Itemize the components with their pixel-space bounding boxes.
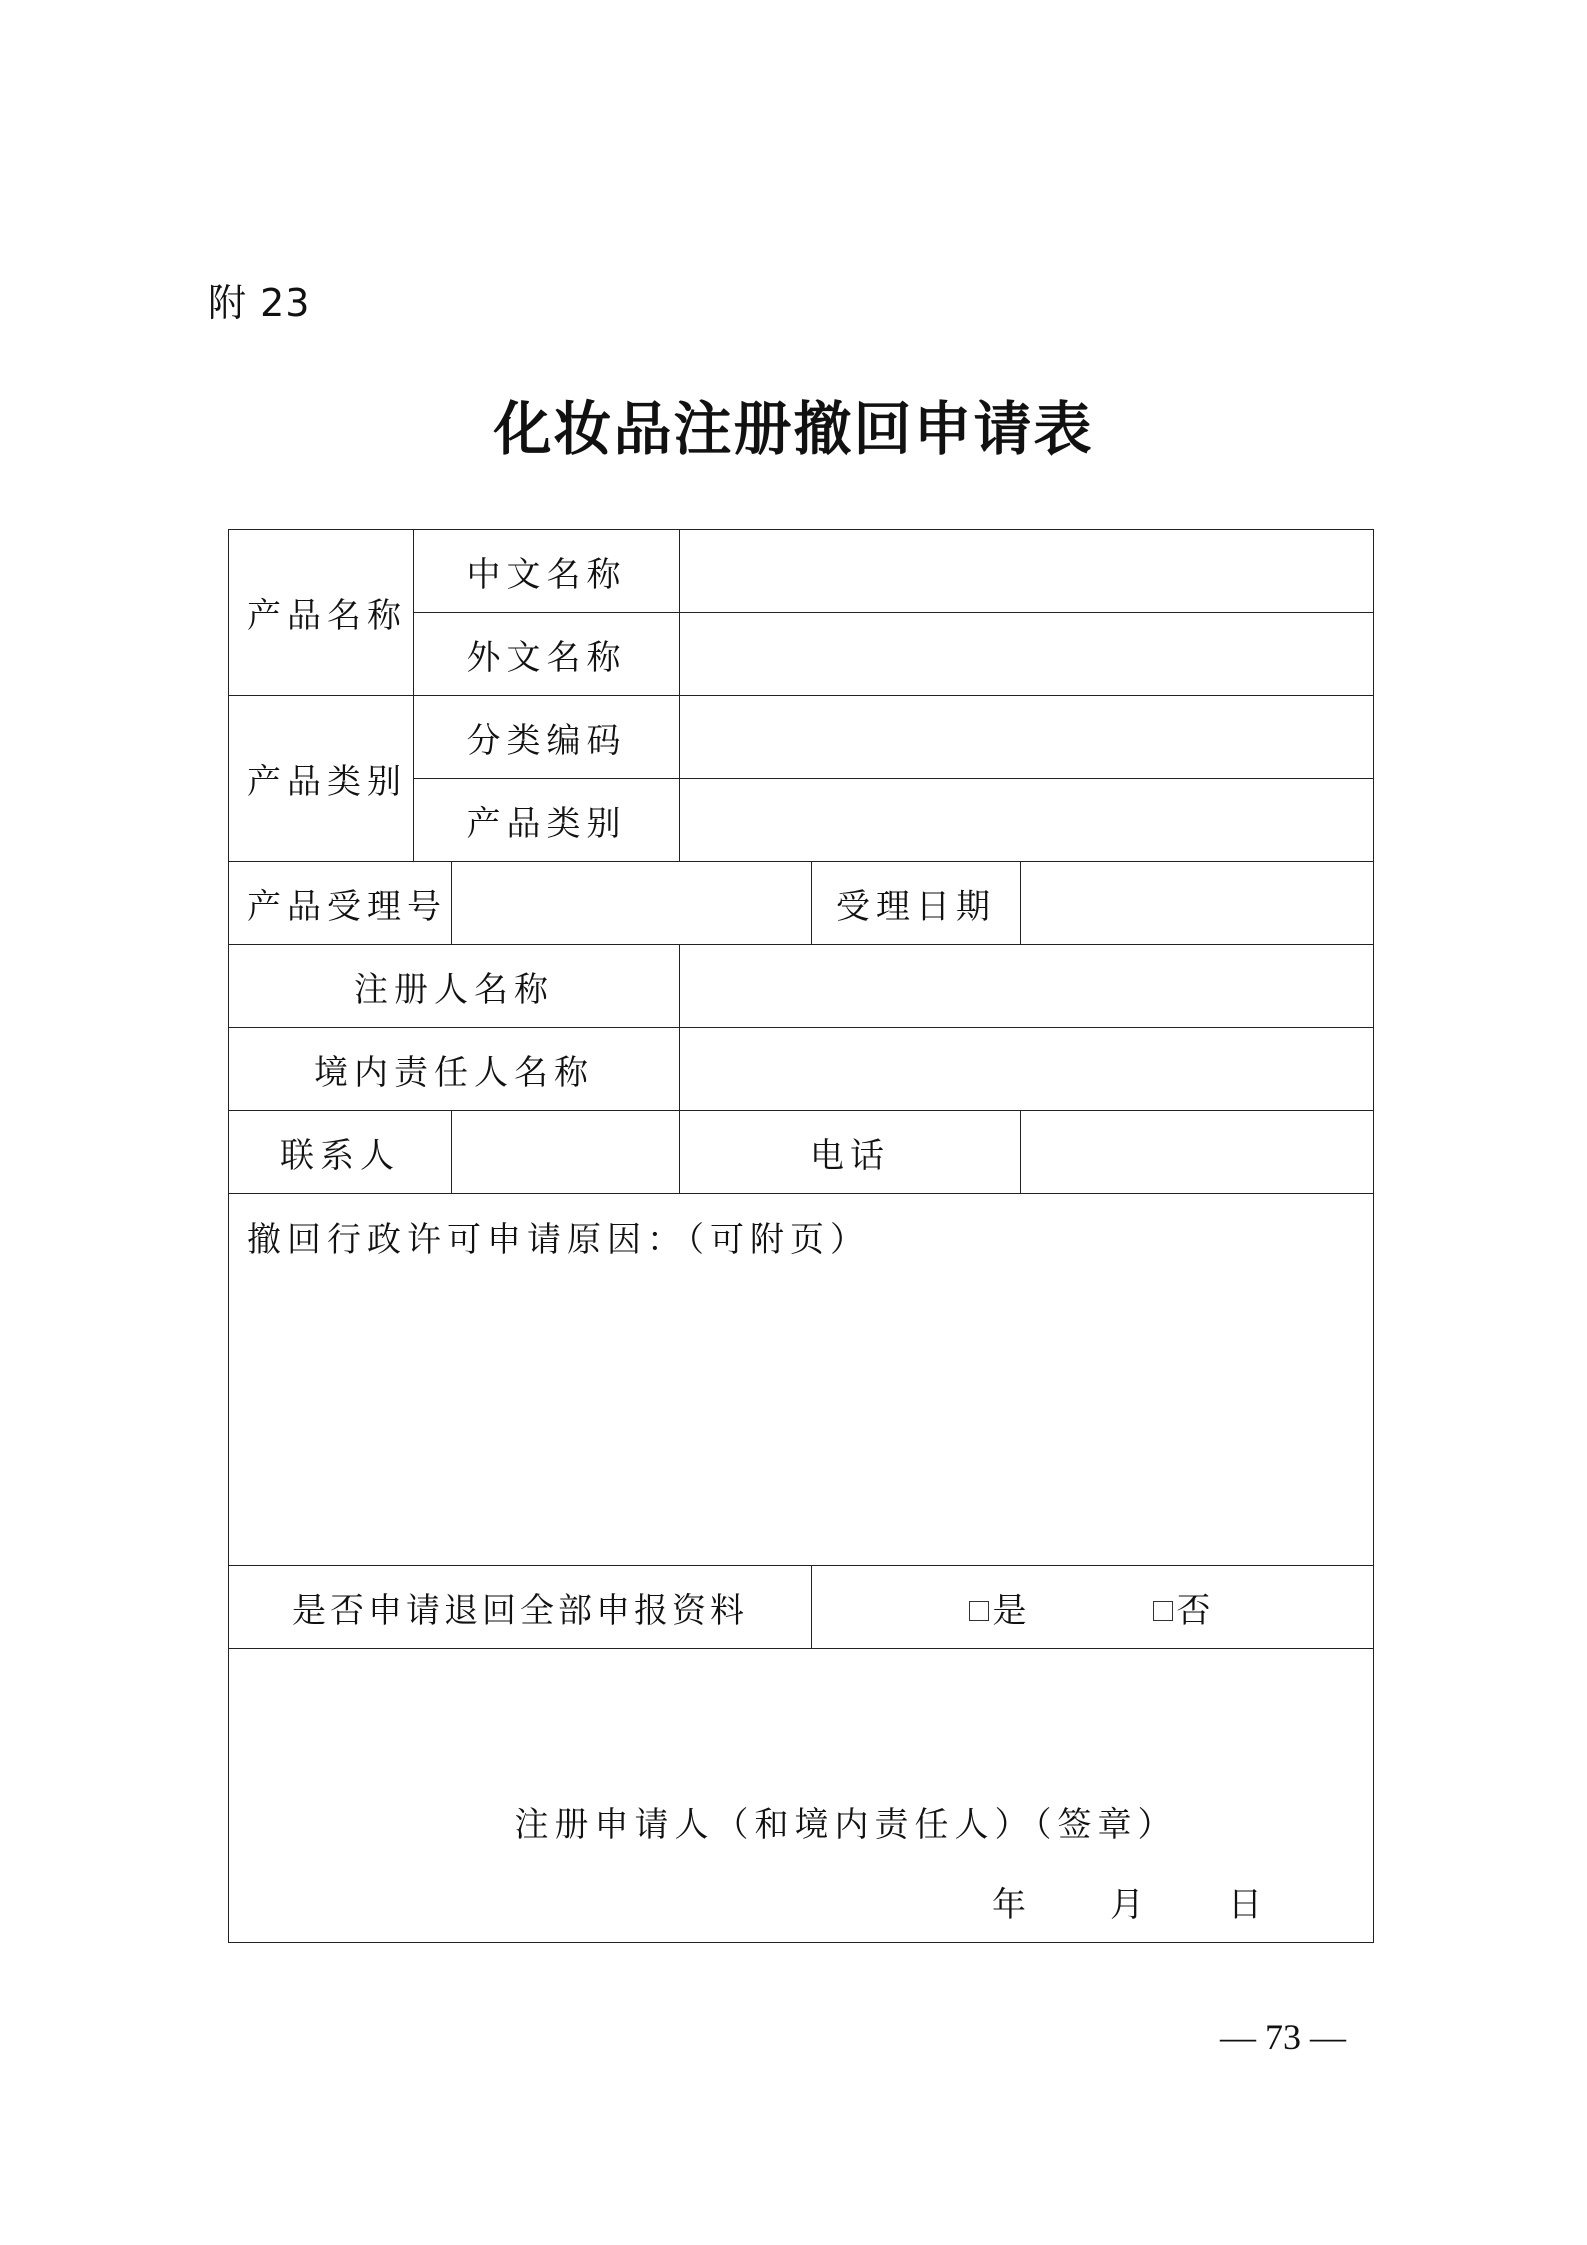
application-form xyxy=(228,529,1374,1943)
date-month: 月 xyxy=(1110,1885,1151,1925)
return-materials-label: 是否申请退回全部申报资料 xyxy=(229,1566,812,1649)
category-code-field[interactable] xyxy=(680,696,1374,779)
chinese-name-label: 中文名称 xyxy=(414,530,680,613)
domestic-agent-field[interactable] xyxy=(680,1028,1374,1111)
date-year: 年 xyxy=(992,1885,1033,1925)
phone-label: 电话 xyxy=(680,1111,1021,1194)
attachment-label: 附 23 xyxy=(208,281,311,325)
withdrawal-reason-label: 撤回行政许可申请原因：（可附页） xyxy=(247,1220,870,1260)
product-name-label: 产品名称 xyxy=(229,530,414,696)
page-title: 化妆品注册撤回申请表 xyxy=(493,395,1094,463)
product-category-sub-label: 产品类别 xyxy=(414,779,680,862)
acceptance-date-label: 受理日期 xyxy=(812,862,1021,945)
return-materials-options xyxy=(812,1566,1374,1649)
acceptance-number-label: 产品受理号 xyxy=(229,862,452,945)
registrant-label: 注册人名称 xyxy=(229,945,680,1028)
registrant-field[interactable] xyxy=(680,945,1374,1028)
signature-area[interactable] xyxy=(229,1649,1374,1943)
product-category-label: 产品类别 xyxy=(229,696,414,862)
signature-date xyxy=(992,1877,1268,1926)
option-yes[interactable] xyxy=(969,1583,1033,1632)
product-category-field[interactable] xyxy=(680,779,1374,862)
contact-field[interactable] xyxy=(452,1111,680,1194)
phone-field[interactable] xyxy=(1021,1111,1374,1194)
no-checkbox[interactable] xyxy=(1153,1601,1173,1621)
withdrawal-reason-area[interactable] xyxy=(229,1194,1374,1566)
option-no-label: 否 xyxy=(1176,1590,1217,1631)
acceptance-date-field[interactable] xyxy=(1021,862,1374,945)
domestic-agent-label: 境内责任人名称 xyxy=(229,1028,680,1111)
signature-label: 注册申请人（和境内责任人）（签章） xyxy=(514,1805,1178,1845)
category-code-label: 分类编码 xyxy=(414,696,680,779)
yes-checkbox[interactable] xyxy=(969,1601,989,1621)
option-no[interactable] xyxy=(1153,1583,1217,1632)
chinese-name-field[interactable] xyxy=(680,530,1374,613)
contact-label: 联系人 xyxy=(229,1111,452,1194)
foreign-name-field[interactable] xyxy=(680,613,1374,696)
acceptance-number-field[interactable] xyxy=(452,862,812,945)
date-day: 日 xyxy=(1228,1885,1269,1925)
page-number: — 73 — xyxy=(1220,2017,1346,2057)
foreign-name-label: 外文名称 xyxy=(414,613,680,696)
option-yes-label: 是 xyxy=(992,1590,1033,1631)
